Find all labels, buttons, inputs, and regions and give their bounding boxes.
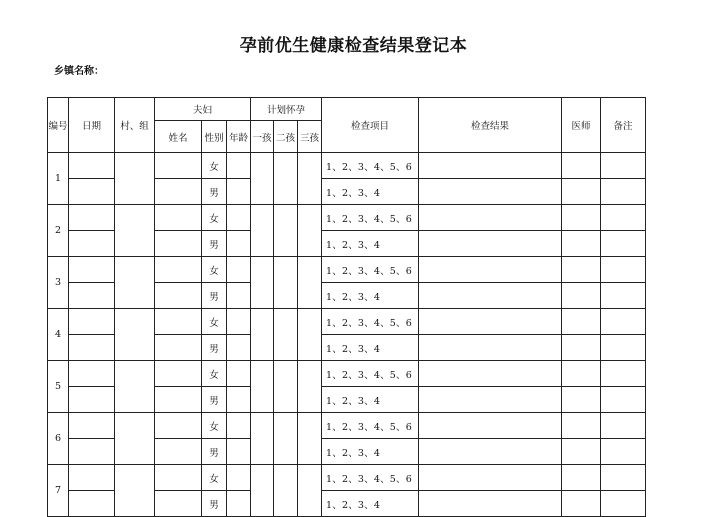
- child1-cell[interactable]: [251, 205, 274, 257]
- child1-cell[interactable]: [251, 309, 274, 361]
- female-age-cell[interactable]: [227, 205, 251, 231]
- header-child2: 二孩: [274, 121, 298, 153]
- female-check-items: 1、2、3、4、5、6: [322, 413, 419, 439]
- header-doctor: 医师: [562, 98, 601, 153]
- male-name-cell[interactable]: [155, 491, 202, 517]
- male-age-cell[interactable]: [227, 283, 251, 309]
- male-remarks-cell[interactable]: [601, 231, 646, 257]
- male-check-result[interactable]: [419, 387, 562, 413]
- male-doctor-cell[interactable]: [562, 231, 601, 257]
- female-doctor-cell[interactable]: [562, 413, 601, 439]
- child2-cell[interactable]: [274, 153, 298, 205]
- table-row: [48, 309, 646, 335]
- header-check-items: 检查项目: [322, 98, 419, 153]
- male-name-cell[interactable]: [155, 283, 202, 309]
- child1-cell[interactable]: [251, 465, 274, 517]
- child2-cell[interactable]: [274, 413, 298, 465]
- male-check-items: 1、2、3、4: [322, 335, 419, 361]
- header-name: 姓名: [155, 121, 202, 153]
- female-name-cell[interactable]: [155, 205, 202, 231]
- male-sex-cell: 男: [202, 387, 227, 413]
- male-doctor-cell[interactable]: [562, 491, 601, 517]
- female-remarks-cell[interactable]: [601, 309, 646, 335]
- female-age-cell[interactable]: [227, 153, 251, 179]
- female-sex-cell: 女: [202, 361, 227, 387]
- child1-cell[interactable]: [251, 361, 274, 413]
- date-cell[interactable]: [69, 491, 115, 517]
- female-check-result[interactable]: [419, 465, 562, 491]
- header-village: 村、组: [115, 98, 155, 153]
- female-sex-cell: 女: [202, 257, 227, 283]
- female-sex-cell: 女: [202, 309, 227, 335]
- male-name-cell[interactable]: [155, 387, 202, 413]
- female-check-items: 1、2、3、4、5、6: [322, 465, 419, 491]
- village-cell[interactable]: [115, 153, 155, 205]
- male-check-result[interactable]: [419, 491, 562, 517]
- female-name-cell[interactable]: [155, 465, 202, 491]
- township-label: 乡镇名称：: [54, 66, 104, 77]
- village-cell[interactable]: [115, 205, 155, 257]
- table-row: [48, 413, 646, 439]
- header-couple: 夫妇: [155, 98, 251, 121]
- female-age-cell[interactable]: [227, 413, 251, 439]
- child3-cell[interactable]: [298, 257, 322, 309]
- table-row: [48, 465, 646, 491]
- date-cell[interactable]: [69, 439, 115, 465]
- male-remarks-cell[interactable]: [601, 491, 646, 517]
- female-sex-cell: 女: [202, 413, 227, 439]
- male-remarks-cell[interactable]: [601, 179, 646, 205]
- record-number: 4: [48, 309, 69, 361]
- female-check-result[interactable]: [419, 413, 562, 439]
- male-sex-cell: 男: [202, 439, 227, 465]
- female-doctor-cell[interactable]: [562, 205, 601, 231]
- child2-cell[interactable]: [274, 257, 298, 309]
- female-remarks-cell[interactable]: [601, 205, 646, 231]
- female-check-result[interactable]: [419, 205, 562, 231]
- male-sex-cell: 男: [202, 179, 227, 205]
- date-cell[interactable]: [69, 231, 115, 257]
- village-cell[interactable]: [115, 309, 155, 361]
- male-check-result[interactable]: [419, 439, 562, 465]
- male-check-items: 1、2、3、4: [322, 387, 419, 413]
- date-cell[interactable]: [69, 335, 115, 361]
- child1-cell[interactable]: [251, 257, 274, 309]
- header-sex: 性别: [202, 121, 227, 153]
- child2-cell[interactable]: [274, 309, 298, 361]
- female-age-cell[interactable]: [227, 257, 251, 283]
- header-check-result: 检查结果: [419, 98, 562, 153]
- male-name-cell[interactable]: [155, 231, 202, 257]
- female-name-cell[interactable]: [155, 361, 202, 387]
- female-check-items: 1、2、3、4、5、6: [322, 153, 419, 179]
- female-name-cell[interactable]: [155, 413, 202, 439]
- child2-cell[interactable]: [274, 361, 298, 413]
- male-check-items: 1、2、3、4: [322, 179, 419, 205]
- female-doctor-cell[interactable]: [562, 465, 601, 491]
- female-check-items: 1、2、3、4、5、6: [322, 309, 419, 335]
- female-check-items: 1、2、3、4、5、6: [322, 257, 419, 283]
- male-check-items: 1、2、3、4: [322, 283, 419, 309]
- header-row-top: [48, 98, 646, 121]
- header-number: 编号: [48, 98, 69, 153]
- female-sex-cell: 女: [202, 205, 227, 231]
- record-number: 1: [48, 153, 69, 205]
- female-name-cell[interactable]: [155, 257, 202, 283]
- female-age-cell[interactable]: [227, 465, 251, 491]
- child3-cell[interactable]: [298, 153, 322, 205]
- male-check-items: 1、2、3、4: [322, 491, 419, 517]
- male-age-cell[interactable]: [227, 179, 251, 205]
- village-cell[interactable]: [115, 465, 155, 517]
- date-cell[interactable]: [69, 387, 115, 413]
- male-sex-cell: 男: [202, 335, 227, 361]
- child1-cell[interactable]: [251, 413, 274, 465]
- female-doctor-cell[interactable]: [562, 257, 601, 283]
- male-check-result[interactable]: [419, 179, 562, 205]
- female-doctor-cell[interactable]: [562, 309, 601, 335]
- child3-cell[interactable]: [298, 309, 322, 361]
- date-cell[interactable]: [69, 179, 115, 205]
- female-check-items: 1、2、3、4、5、6: [322, 205, 419, 231]
- male-check-items: 1、2、3、4: [322, 231, 419, 257]
- male-check-result[interactable]: [419, 283, 562, 309]
- female-check-result[interactable]: [419, 153, 562, 179]
- female-doctor-cell[interactable]: [562, 153, 601, 179]
- table-header: [48, 98, 646, 153]
- male-sex-cell: 男: [202, 231, 227, 257]
- date-cell[interactable]: [69, 205, 115, 231]
- male-remarks-cell[interactable]: [601, 439, 646, 465]
- male-name-cell[interactable]: [155, 179, 202, 205]
- male-sex-cell: 男: [202, 491, 227, 517]
- date-cell[interactable]: [69, 413, 115, 439]
- header-child1: 一孩: [251, 121, 274, 153]
- header-age: 年龄: [227, 121, 251, 153]
- male-name-cell[interactable]: [155, 439, 202, 465]
- record-number: 5: [48, 361, 69, 413]
- female-doctor-cell[interactable]: [562, 361, 601, 387]
- village-cell[interactable]: [115, 413, 155, 465]
- female-check-result[interactable]: [419, 361, 562, 387]
- child3-cell[interactable]: [298, 413, 322, 465]
- male-name-cell[interactable]: [155, 335, 202, 361]
- child3-cell[interactable]: [298, 361, 322, 413]
- header-date: 日期: [69, 98, 115, 153]
- table-body: [48, 153, 646, 517]
- female-sex-cell: 女: [202, 465, 227, 491]
- child1-cell[interactable]: [251, 153, 274, 205]
- male-remarks-cell[interactable]: [601, 387, 646, 413]
- male-doctor-cell[interactable]: [562, 335, 601, 361]
- table-row: [48, 153, 646, 179]
- female-remarks-cell[interactable]: [601, 153, 646, 179]
- female-remarks-cell[interactable]: [601, 413, 646, 439]
- table-row: [48, 205, 646, 231]
- female-name-cell[interactable]: [155, 309, 202, 335]
- male-age-cell[interactable]: [227, 491, 251, 517]
- female-age-cell[interactable]: [227, 361, 251, 387]
- male-age-cell[interactable]: [227, 231, 251, 257]
- register-table: [47, 97, 646, 517]
- record-number: 6: [48, 413, 69, 465]
- female-name-cell[interactable]: [155, 153, 202, 179]
- female-remarks-cell[interactable]: [601, 465, 646, 491]
- date-cell[interactable]: [69, 153, 115, 179]
- child3-cell[interactable]: [298, 205, 322, 257]
- male-check-items: 1、2、3、4: [322, 439, 419, 465]
- date-cell[interactable]: [69, 361, 115, 387]
- male-doctor-cell[interactable]: [562, 179, 601, 205]
- male-doctor-cell[interactable]: [562, 283, 601, 309]
- table-row: [48, 257, 646, 283]
- female-age-cell[interactable]: [227, 309, 251, 335]
- header-planned-pregnancy: 计划怀孕: [251, 98, 322, 121]
- male-age-cell[interactable]: [227, 439, 251, 465]
- child2-cell[interactable]: [274, 465, 298, 517]
- record-number: 3: [48, 257, 69, 309]
- male-doctor-cell[interactable]: [562, 387, 601, 413]
- male-check-result[interactable]: [419, 335, 562, 361]
- child2-cell[interactable]: [274, 205, 298, 257]
- date-cell[interactable]: [69, 465, 115, 491]
- male-doctor-cell[interactable]: [562, 439, 601, 465]
- village-cell[interactable]: [115, 257, 155, 309]
- female-check-items: 1、2、3、4、5、6: [322, 361, 419, 387]
- female-remarks-cell[interactable]: [601, 257, 646, 283]
- female-check-result[interactable]: [419, 257, 562, 283]
- child3-cell[interactable]: [298, 465, 322, 517]
- village-cell[interactable]: [115, 361, 155, 413]
- header-child3: 三孩: [298, 121, 322, 153]
- date-cell[interactable]: [69, 257, 115, 283]
- male-sex-cell: 男: [202, 283, 227, 309]
- table-row: [48, 361, 646, 387]
- male-remarks-cell[interactable]: [601, 283, 646, 309]
- female-sex-cell: 女: [202, 153, 227, 179]
- record-number: 2: [48, 205, 69, 257]
- date-cell[interactable]: [69, 309, 115, 335]
- date-cell[interactable]: [69, 283, 115, 309]
- female-check-result[interactable]: [419, 309, 562, 335]
- record-number: 7: [48, 465, 69, 517]
- male-age-cell[interactable]: [227, 335, 251, 361]
- male-check-result[interactable]: [419, 231, 562, 257]
- male-age-cell[interactable]: [227, 387, 251, 413]
- header-remarks: 备注: [601, 98, 646, 153]
- female-remarks-cell[interactable]: [601, 361, 646, 387]
- male-remarks-cell[interactable]: [601, 335, 646, 361]
- page-title: 孕前优生健康检查结果登记本: [239, 36, 468, 56]
